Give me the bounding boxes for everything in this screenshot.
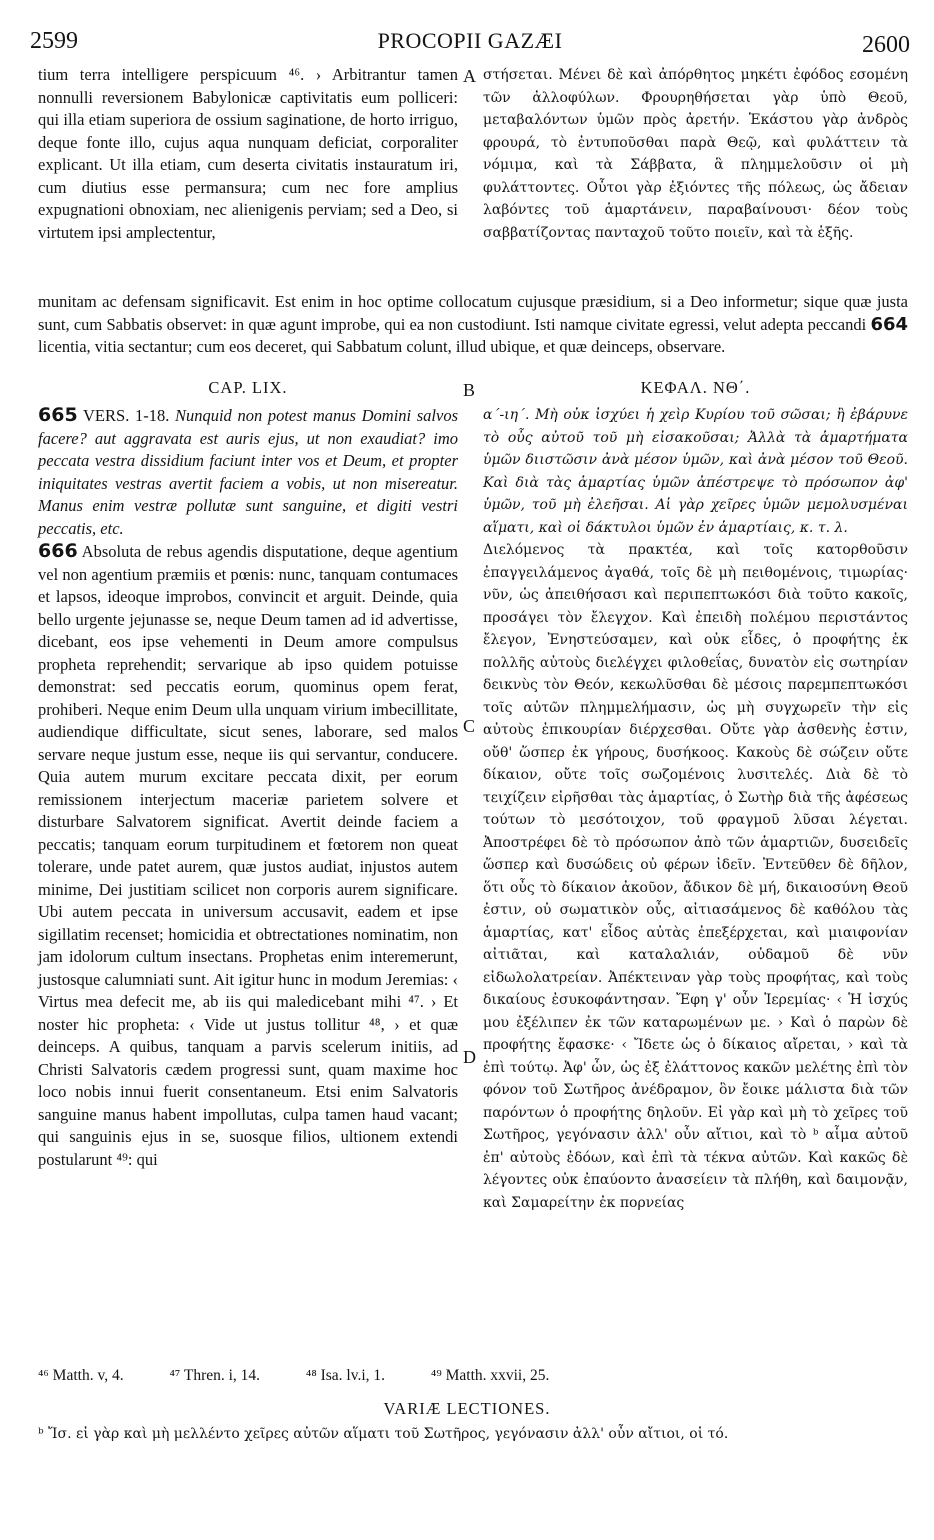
section-marker-a: A: [463, 66, 476, 86]
page-marker: 664: [870, 313, 909, 335]
footnote: ⁴⁹ Matth. xxvii, 25.: [430, 1367, 550, 1384]
section-marker-b: B: [463, 380, 476, 400]
latin-verse: [38, 404, 458, 540]
footnote: ⁴⁶ Matth. v, 4.: [38, 1367, 124, 1384]
variant-reading-note: ᵇ Ἴσ. εἰ γὰρ καὶ μὴ μελλέντο χεῖρες αὐτῶν αἵματι τοῦ Σωτῆρος, γεγόνασιν ἀλλ' οὖν αἴτιοι, οἱ τό.: [38, 1426, 729, 1442]
verse-number: 665: [38, 404, 78, 426]
latin-column-main: [38, 404, 458, 1171]
chapter-heading-latin: CAP. LIX.: [208, 378, 288, 397]
greek-top-text: στήσεται. Μένει δὲ καὶ ἀπόρθητος μηκέτι ἐφόδος εσομένη τῶν ἀλλοφύλων. Φρουρηθήσεται γὰρ ὑπὸ Θεοῦ, μεταβαλόντων ὑμῶν πρὸς ἀρετήν. Ἑκάστου γὰρ ἀνδρὸς φρουρά, τὸ ἐντυποῦσθαι παρὰ Θεῷ, καὶ φυλάττειν τὰ νόμιμα, καὶ τὰ Σάββατα, ἃ πλημμελοῦσιν οἱ μὴ φυλάττοντες. Οὗτοι γὰρ ἐξιόντες τῆς πόλεως, ὡς ἄδειαν λαβόντες τοῦ ἁμαρτάνειν, παραβαίνουσι· δέον τοὺς σαββατίζοντας πανταχοῦ τοῦτο ποιεῖν, καὶ τὰ ἑξῆς.: [483, 67, 908, 241]
latin-full-part-b: licentia, vitia sectantur; cum eos deceret, qui Sabbatum colunt, illud ubique, et quæ deinceps, observare.: [38, 337, 726, 356]
running-header: [30, 22, 910, 58]
greek-column-main: [483, 404, 908, 1214]
greek-column-top: [483, 64, 908, 244]
section-marker-d: D: [463, 1047, 476, 1067]
footnote: ⁴⁸ Isa. lv.i, 1.: [305, 1367, 386, 1384]
section-marker-c: C: [463, 716, 476, 736]
page-title: PROCOPII GAZÆI: [377, 28, 563, 53]
footnote: ⁴⁷ Thren. i, 14.: [169, 1367, 261, 1384]
variae-lectiones-heading: VARIÆ LECTIONES.: [383, 1399, 551, 1418]
latin-top-text: tium terra intelligere perspicuum ⁴⁶. › Arbitrantur tamen nonnulli reversionem Babylonicæ captivitatis eum polliceri: qui illa etiam superiora de ossium saginatione, de horto irriguo, deque fonte illo, cujus aqua nunquam deficiat, corporaliter explicant. Ut illa etiam, cum deserta civitatis instauratum iri, cum diutius esse permansura; cum nec fore amplius expugnationi obnoxiam, nec alienigenis perviam; sed a Deo, si virtutem ipsi amplectentur,: [38, 65, 458, 242]
greek-verse: α΄-ιη΄. Μὴ οὐκ ἰσχύει ἡ χεὶρ Κυρίου τοῦ σῶσαι; ἢ ἐβάρυνε τὸ οὖς αὐτοῦ τοῦ μὴ εἰσακοῦσαι; Ἀλλὰ τὰ ἁμαρτήματα ὑμῶν διιστῶσιν ἀνὰ μέσον ὑμῶν, καὶ ἀνὰ μέσον τοῦ Θεοῦ. Καὶ διὰ τὰς ἁμαρτίας ὑμῶν ἀπέστρεψε τὸ πρόσωπον ἀφ' ὑμῶν, τοῦ μὴ ἐλεῆσαι. Αἱ γὰρ χεῖρες ὑμῶν μεμολυσμέναι αἵματι, καὶ οἱ δάκτυλοι ὑμῶν ἐν ἁμαρτίαις, κ. τ. λ.: [483, 407, 908, 536]
latin-full-width-text: [38, 291, 908, 359]
latin-column-top: [38, 64, 458, 244]
latin-full-part-a: munitam ac defensam significavit. Est enim in hoc optime collocatum cujusque præsidium, si a Deo informetur; sique quæ justa sunt, cum Sabbatis observet: in quæ agunt improbe, qui ea non custodiunt. Isti namque civitate egressi, velut adepta peccandi: [38, 292, 908, 334]
page-number-right: 2600: [862, 32, 910, 58]
greek-body-text: Διελόμενος τὰ πρακτέα, καὶ τοῖς κατορθοῦσιν ἐπαγγειλάμενος ἀγαθά, τοῖς δὲ μὴ πειθομένοις, τιμωρίας· νῦν, ὡς ἀπειθήσασι καὶ περιπεπτωκόσι διὰ τοῦτο κακοῖς, προσάγει τὸν ἔλεγχον. Καὶ ἐπειδὴ πολέμου περιστάντος ἔλεγον, Ἐνηστεύσαμεν, καὶ οὐκ εἶδες, ὁ προφήτης ἐκ πολλῆς αὐτοὺς διελέγχει φιλοθεΐας, δυνατὸν εἰς σωτηρίαν δεικνὺς τὸν Θεόν, κεκωλῦσθαι δὲ μέσοις παρεμπεπτωκόσι τοῖς αὐτῶν πλημμελήμασιν, ὡς μὴ συγχωρεῖν τὴν εἰς αὐτοὺς ἐπικουρίαν διέρχεσθαι. Οὔτε γὰρ ἀσθενὴς ἐστιν, οὔθ' ὥσπερ ἐκ γήρους, δυσήκοος. Κακοὺς δὲ σώζειν οὔτε δίκαιον, οὔτε τοῖς σωζομένοις λυσιτελές. Διὰ δὲ τὸ τειχίζειν εἰρῆσθαι τὰς ἁμαρτίας, ὁ Σωτὴρ διὰ τῆς ἀφέσεως τούτων τὸ μεσότοιχον, τοῦ φραγμοῦ λῦσαι λέγεται. Ἀποστρέφει δὲ τὸ πρόσωπον ἀπὸ τῶν ἁμαρτιῶν, δυσειδεῖς ὥσπερ καὶ δυσώδεις οὐ φέρων ἰδεῖν. Ἐντεῦθεν δὲ δῆλον, ὅτι οὖς τὸ δίκαιον ἀκοῦον, ἄδικον δὲ μή, δικαιοσύνη Θεοῦ ἐστιν, οὐ σωματικὸν οὖς, αἰτιασάμενος δὲ καθόλου τὰς ἁμαρτίας, κατ' εἶδος αὐτὰς ἐπεξέρχεται, καὶ μιαιφονίαν αἰτιᾶται, καὶ καταλαλιάν, οὐδαμοῦ δὲ νῦν εἰδωλολατρείαν. Ἀπέκτειναν γὰρ τοὺς προφήτας, καὶ τοὺς δικαίους ἐσυκοφάντησαν. Ἔφη γ' οὖν Ἱερεμίας· ‹ Ἡ ἰσχύς μου ἐξέλιπεν ἐκ τῶν καταρωμένων με. › Καὶ ὁ παρὼν δὲ προφήτης ἔφασκε· ‹ Ἴδετε ὡς ὁ δίκαιος αἴρεται, › καὶ τὰ ἐπὶ τούτῳ. Ἀφ' ὧν, ὡς ἐξ ἐλάττονος κακῶν μελέτης ἐπὶ τὸν φόνον τοῦ Σωτῆρος ἀνέδραμον, ὃν ἔοικε μάλιστα διὰ τῶν παρόντων ὁ προφήτης δηλοῦν. Εἰ γὰρ καὶ μὴ τὸ χεῖρες τοῦ Σωτῆρος, γεγόνασιν ἀλλ' οὖν αἴτιοι, καὶ τὸ ᵇ αἷμα αὐτοῦ ἐπ' αὐτοὺς ἐδόων, καὶ ἐπὶ τὰ τέκνα αὐτῶν. Καὶ κακῶς δὲ λέγοντες οὐκ ἐπαύοντο ἀνασείειν τὰ πλήθη, καὶ δαιμονᾷν, καὶ Σαμαρείτην ἐκ πορνείας: [483, 542, 908, 1211]
verse-text: Nunquid non potest manus Domini salvos facere? aut aggravata est auris ejus, ut non exaudiat? imo peccata vestra dissidium faciunt inter vos et Deum, et propter iniquitates vestras avertit faciem a vobis, ut non misereatur. Manus enim vestræ pollutæ sunt sanguine, et digiti vestri peccatis, etc.: [38, 406, 459, 538]
latin-body-text: Absoluta de rebus agendis disputatione, deque agentium vel non agentium præmiis et pœnis: nunc, tanquam contumaces et lapsos, ideoque improbos, convincit et arguit. Deinde, quia bello urgente jejunasse se, neque Deum tamen ad id advertisse, dicebant, eos ipse vehementi in Deum amore compulsus propheta reprehendit; servarique ab ipso quidem potuisse demonstrat: sed peccatis eorum, quominus opem ferat, prohiberi. Neque enim Deum ulla unquam virium imbecillitate, audiendique difficultate, sicut senes, laborare, sed malos servare neque justum esse, neque iis qui servantur, conducere. Quia autem murum excitare peccata dixit, per eorum remissionem interjectum maceriæ parietem solvere et disturbare Salvatorem significat. Avertit deinde faciem a peccatis; tanquam eorum turpitudinem et fœtorem non queat tolerare, unde patet aurem, quæ justos audiat, injustos autem minime, Dei justitiam scilicet non corporis aurem significare. Ubi autem peccata in universum accusavit, eadem et ipse sigillatim recenset; homicidia et obtrectationes nominatim, non jam idolorum cultum insectans. Prophetas enim interemerunt, justosque calumniati sunt. Ait igitur hunc in modum Jeremias: ‹ Virtus mea defecit me, ab iis qui maledicebant mihi ⁴⁷. › Et noster hic propheta: ‹ Vide ut justus tollitur ⁴⁸, › et quæ deinceps. A quibus, tanquam a parvis scelerum initiis, ad Christi Salvatoris cædem progressi sunt, quam maxime hoc loco nobis innui fuerit consentaneum. Etsi enim Salvatoris sanguine manus habent impollutas, culpa tamen haud vacant; qui sanguinis ejus in se, suosque filios, ultionem extendi postularunt ⁴⁹: qui: [38, 542, 458, 1169]
paragraph-number: 666: [38, 540, 78, 562]
footnotes: [38, 1367, 908, 1385]
verse-reference: VERS. 1-18.: [83, 406, 170, 425]
chapter-heading-greek: ΚΕΦΑΛ. ΝΘ΄.: [640, 378, 751, 397]
page-number-left: 2599: [30, 28, 78, 54]
latin-commentary: [38, 540, 458, 1171]
